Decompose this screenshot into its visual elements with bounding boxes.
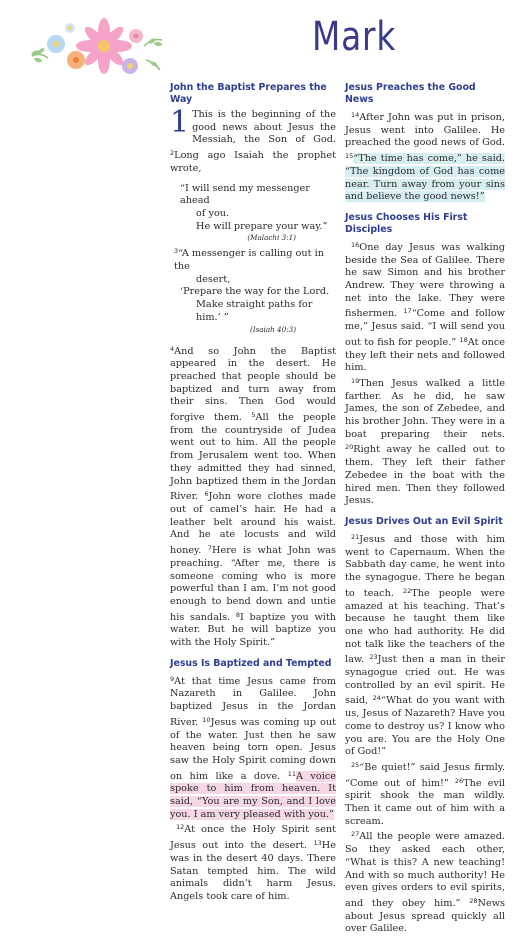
verse-text: The evil spirit shook the man wildly. Then it came out of him with a scream.	[345, 777, 505, 827]
verse-number: 20	[345, 443, 354, 452]
verse-paragraph	[170, 105, 336, 176]
verse-number: 5	[251, 411, 256, 420]
verse-paragraph	[345, 239, 505, 375]
verse-text: He was in the desert 40 days. There Satan tempted him. The wild animals didn’t harm Jesus. Angels took care of him.	[170, 840, 336, 902]
verse-number: 19	[351, 376, 360, 385]
quote-line: “A messenger is calling out in the	[174, 248, 324, 273]
verse-number: 14	[351, 111, 360, 119]
floral-decoration	[26, 16, 168, 80]
verse-number: 26	[454, 776, 464, 785]
verse-text: At once they left their nets and followed him.	[345, 336, 505, 374]
verse-text: The people were amazed at his teaching. That’s because he taught them like one who had authority. He did not talk like the teachers of the law.	[345, 587, 506, 666]
quote-line: Make straight paths for him.’ ”	[196, 299, 313, 323]
verse-text: All the people from the countryside of Judea went out to him. All the people from Jerusalem went too. When they admitted they had sinned, John baptized them in the Jordan River.	[170, 412, 336, 503]
verse-number: 3	[174, 247, 179, 256]
quote-line: of you.	[196, 207, 230, 219]
verse-text: Jesus and those with him went to Capernaum. When the Sabbath day came, he went into the synagogue. There he began to teach.	[345, 533, 505, 599]
verse-number: 23	[369, 653, 378, 662]
verse-text: Jesus was coming up out of the water. Just then he saw heaven being torn open. Jesus saw the Holy Spirit coming down on him like a dove.	[170, 716, 336, 782]
verse-number: 7	[207, 544, 212, 553]
verse-text: John wore clothes made out of camel’s hair. He had a leather belt around his waist. And he ate locusts and wild honey.	[170, 491, 336, 557]
verse-number: 28	[469, 896, 478, 905]
flower-purple-icon	[122, 58, 138, 74]
flower-small-blue-icon	[47, 35, 65, 53]
verse-paragraph	[345, 109, 505, 204]
quote-line: “I will send my messenger ahead	[180, 182, 310, 207]
verse-text: After John was put in prison, Jesus went into Galilee. He preached the good news of God.	[345, 112, 505, 149]
verse-text: Long ago Isaiah the prophet wrote,	[170, 150, 336, 174]
verse-text: Here is what John was preaching. “After me, there is someone coming who is more powerful than I am. I’m not good enough to bend down and untie his sandals.	[170, 545, 336, 623]
verse-text: “Be quiet!” said Jesus firmly. “Come out of him!”	[345, 761, 505, 789]
section-heading: Jesus Preaches the Good News	[345, 82, 476, 105]
scripture-reference: (Malachi 3:1)	[247, 233, 296, 243]
highlighted-verse-text: “The time has come,” he said. “The kingdom of God has come near. Turn away from your sins and believe the good news!”	[345, 153, 505, 203]
verse-number: 24	[372, 694, 381, 703]
verse-number: 21	[351, 532, 360, 541]
verse-text: And so John the Baptist appeared in the desert. He preached that people should be baptized and turn away from their sins. Then God would forgive them.	[170, 345, 336, 424]
quote-line: He will prepare your way.”	[196, 220, 328, 232]
verse-text: At that time Jesus came from Nazareth in Galilee. John baptized Jesus in the Jordan River.	[170, 675, 336, 728]
verse-number: 10	[202, 715, 211, 724]
verse-text: “Come and follow me,” Jesus said. “I will send you out to fish for people.”	[345, 308, 505, 348]
verse-text: One day Jesus was walking beside the Sea of Galilee. There he saw Simon and his brother Andrew. They were throwing a net into the lake. They were fishermen.	[345, 241, 505, 320]
section-heading: John the Baptist Prepares the Way	[170, 82, 327, 105]
verse-number: 11	[287, 769, 296, 778]
quotation-block	[180, 183, 336, 244]
verse-paragraph	[345, 531, 505, 759]
verse-text: All the people were amazed. So they asked each other, “What is this? A new teaching! And with so much authority! He even gives orders to evil spirits, and they obey him.”	[345, 831, 505, 909]
verse-number: 2	[170, 149, 175, 158]
section-heading: Jesus Is Baptized and Tempted	[170, 657, 332, 669]
verse-number: 6	[204, 490, 209, 499]
verse-text: Right away he called out to them. They left their father Zebedee in the boat with the hired men. Then they followed Jesus.	[345, 444, 505, 507]
verse-text: This is the beginning of the good news about Jesus the Messiah, the Son of God.	[192, 109, 336, 146]
section-heading: Jesus Chooses His First Disciples	[345, 211, 468, 235]
verse-text: At once the Holy Spirit sent Jesus out into the desert.	[170, 824, 336, 852]
verse-number: 12	[176, 823, 185, 832]
flower-orange-icon	[67, 51, 85, 69]
verse-number: 27	[351, 830, 360, 839]
verse-number: 25	[351, 760, 360, 769]
verse-paragraph	[170, 821, 336, 903]
verse-number: 4	[170, 344, 175, 353]
quote-line: desert,	[196, 273, 231, 285]
verse-text: “What do you want with us, Jesus of Nazareth? Have you come to destroy us? I know who you are. You are the Holy One of God!”	[345, 695, 505, 758]
verse-text: Just then a man in their synagogue cried out. He was controlled by an evil spirit. He said,	[345, 654, 505, 707]
book-title: Mark	[312, 14, 397, 60]
verse-number: 15	[345, 152, 354, 161]
verse-number: 9	[170, 674, 175, 683]
verse-paragraph	[345, 828, 505, 936]
verse-number: 13	[313, 839, 322, 848]
verse-number: 18	[459, 335, 468, 344]
scripture-reference: (Isaiah 40:3)	[249, 324, 296, 334]
section-heading: Jesus Drives Out an Evil Spirit	[345, 515, 503, 527]
verse-number: 16	[351, 240, 360, 249]
verse-paragraph	[345, 759, 505, 829]
flower-tiny-blue-icon	[65, 23, 75, 33]
verse-number: 22	[403, 586, 412, 595]
verse-number: 17	[403, 307, 412, 316]
verse-paragraph	[345, 375, 505, 508]
verse-text: I baptize you with water. But he will baptize you with the Holy Spirit.”	[170, 611, 336, 649]
verse-number: 8	[235, 610, 240, 619]
flower-small-pink-icon	[129, 29, 143, 43]
chapter-number: 1	[170, 105, 190, 140]
verse-paragraph	[170, 343, 336, 650]
verse-paragraph	[170, 673, 336, 822]
quotation-block	[174, 245, 336, 334]
highlighted-verse-text: A voice spoke to him from heaven. It said, “You are my Son, and I love you. I am very pleased with you.”	[170, 770, 336, 820]
verse-text: Then Jesus walked a little farther. As he did, he saw James, the son of Zebedee, and his brother John. They were in a boat preparing their nets.	[345, 377, 505, 440]
verse-text: News about Jesus spread quickly all over Galilee.	[345, 897, 505, 935]
quote-line: ‘Prepare the way for the Lord.	[180, 286, 330, 298]
right-column	[345, 82, 505, 936]
left-column	[170, 82, 336, 904]
